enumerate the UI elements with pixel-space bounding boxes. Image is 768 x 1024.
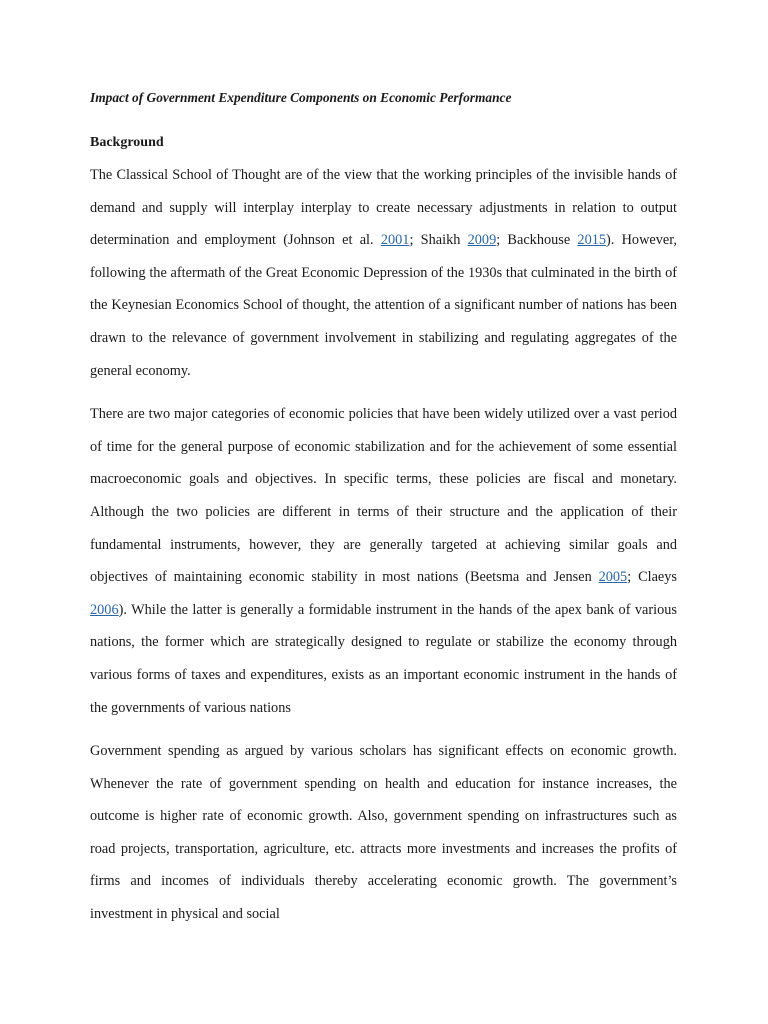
- paragraph-text: ; Backhouse: [496, 232, 578, 249]
- paragraph-text: Government spending as argued by various scholars has significant effects on economic growth. Whenever the rate of government spending on health and education for instance increases, the outcome is higher rate of economic growth. Also, government spending on infrastructures such as road projects, transportation, agriculture, etc. attracts more investments and increases the profits of firms and incomes of individuals thereby accelerating economic growth. The government’s investment in physical and social: [90, 743, 677, 923]
- paragraph-text: ). However, following the aftermath of the Great Economic Depression of the 1930s that culminated in the birth of the Keynesian Economics School of thought, the attention of a significant number of nations has been drawn to the relevance of government involvement in stabilizing and regulating aggregates of the general economy.: [90, 232, 677, 379]
- paragraph-text: ). While the latter is generally a formidable instrument in the hands of the apex bank of various nations, the former which are strategically designed to regulate or stabilize the economy through various forms of taxes and expenditures, exists as an important economic instrument in the hands of the governments of various nations: [90, 601, 677, 716]
- paragraph: [90, 398, 677, 724]
- paragraph-text: ; Shaikh: [409, 232, 468, 249]
- paragraph: [90, 159, 677, 387]
- citation-year-link[interactable]: 2015: [577, 232, 607, 249]
- paragraph-text: The Classical School of Thought are of the view that the working principles of the invisible hands of demand and supply will interplay interplay to create necessary adjustments in relation to output determination and employment (Johnson et al.: [90, 167, 677, 249]
- document-title: Impact of Government Expenditure Components on Economic Performance: [90, 90, 512, 105]
- paragraph-text: ; Claeys: [627, 569, 677, 586]
- paragraph: [90, 735, 677, 931]
- citation-year-link[interactable]: 2009: [467, 232, 497, 249]
- paragraph-text: There are two major categories of economic policies that have been widely utilized over a vast period of time for the general purpose of economic stabilization and for the achievement of some essential macroeconomic goals and objectives. In specific terms, these policies are fiscal and monetary. Although the two policies are different in terms of their structure and the application of their fundamental instruments, however, they are generally targeted at achieving similar goals and objectives of maintaining economic stability in most nations (Beetsma and Jensen: [90, 406, 677, 586]
- citation-year-link[interactable]: 2006: [90, 601, 119, 618]
- document-body: [90, 159, 677, 931]
- section-heading: Background: [90, 135, 164, 150]
- document-page: [90, 88, 677, 942]
- citation-year-link[interactable]: 2005: [598, 569, 628, 586]
- citation-year-link[interactable]: 2001: [380, 232, 410, 249]
